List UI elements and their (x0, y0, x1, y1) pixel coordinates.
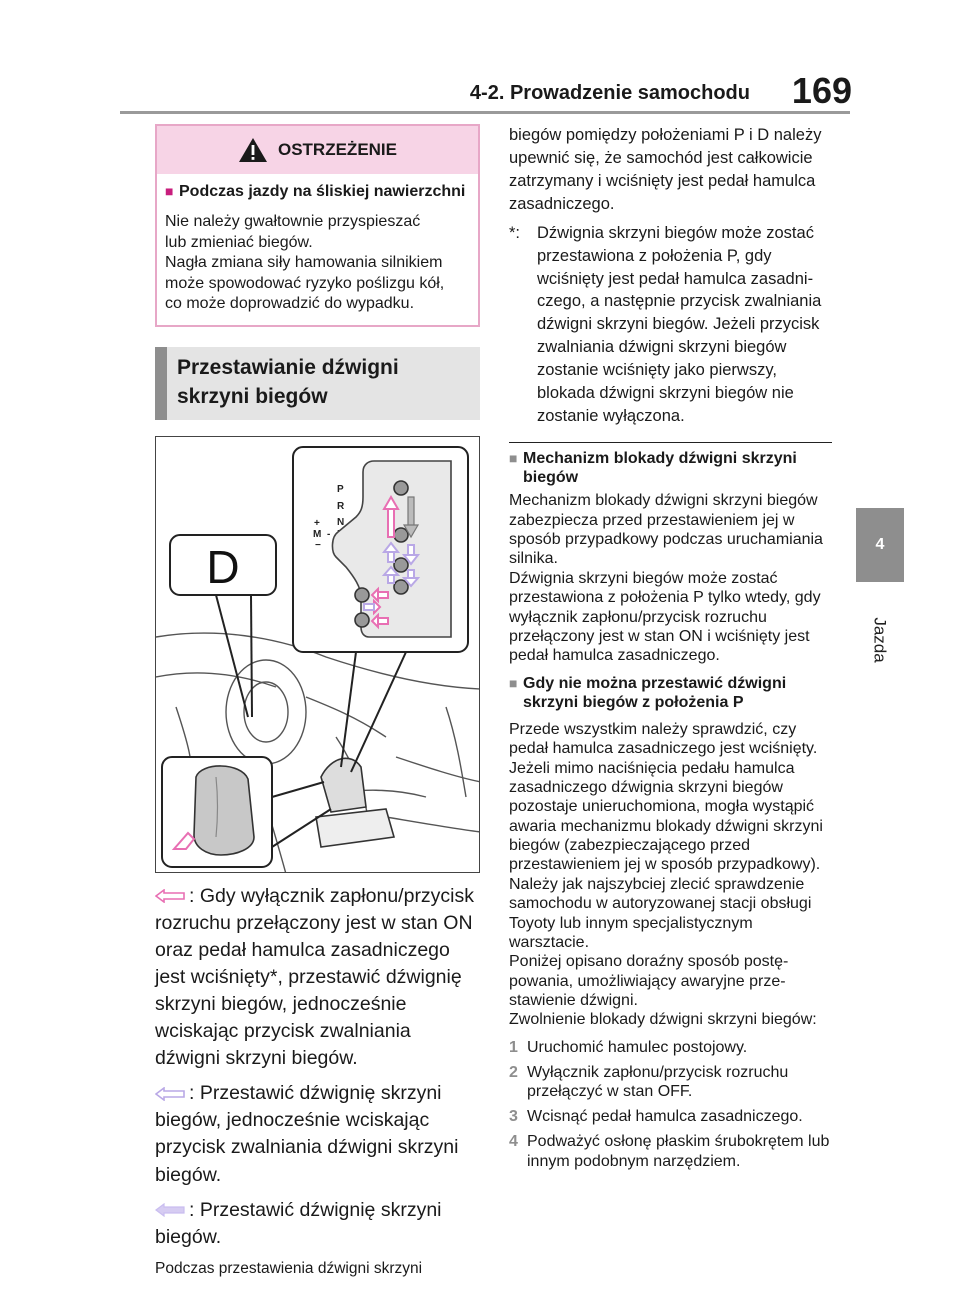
legend-item-2 (155, 1080, 480, 1188)
section-title-header: 4-2. Prowadzenie samochodu (469, 82, 750, 104)
step-number: 2 (509, 1063, 518, 1081)
cannot-shift-para-4: Poniżej opisano doraźny sposób postępowania, umożliwiający awaryjne przestawienie dźwigni. (509, 953, 789, 1009)
step-3 (509, 1107, 832, 1126)
step-text: Wcisnąć pedał hamulca zasadniczego. (527, 1108, 803, 1126)
step-number: 1 (509, 1038, 518, 1056)
svg-text:N: N (337, 516, 345, 528)
chapter-label (860, 610, 900, 670)
svg-text:R: R (337, 500, 345, 512)
svg-text:M: M (313, 528, 322, 540)
header-rule (120, 111, 850, 114)
lock-mechanism-para-1: Mechanizm blokady dźwigni skrzyni biegów zabezpiecza przed przestawieniem jej w sposób przypadkowy podczas uruchamiania silnika. (509, 492, 823, 568)
subheading-cannot-shift (509, 674, 832, 712)
cannot-shift-para-1: Przede wszystkim należy sprawdzić, czy pedał hamulca zasadniczego jest wciśnięty. (509, 720, 818, 758)
legend-item-3 (155, 1197, 480, 1251)
footnote (509, 222, 832, 428)
step-number: 3 (509, 1108, 518, 1126)
warning-body (157, 174, 478, 325)
page-header (0, 0, 960, 120)
bullet-square-icon: ■ (509, 674, 518, 691)
svg-text:P: P (337, 483, 344, 495)
warning-header (157, 126, 478, 174)
bullet-square-icon: ■ (509, 449, 518, 466)
legend-item-1 (155, 883, 480, 1073)
svg-text:+: + (314, 517, 320, 529)
shift-lever-figure (155, 436, 480, 873)
warning-line-3: Nagła zmiana siły hamowania silnikiem (165, 254, 443, 272)
section-divider (509, 442, 832, 443)
step-text: Uruchomić hamulec postojowy. (527, 1038, 748, 1056)
warning-subheading-text: Podczas jazdy na śliskiej nawierzchni (179, 183, 466, 200)
warning-line-4: może spowodować ryzyko poślizgu kół, (165, 274, 445, 292)
warning-line-2: lub zmieniać biegów. (165, 233, 313, 251)
lock-mechanism-para-2: Dźwignia skrzyni biegów może zostać przestawiona z położenia P tylko wtedy, gdy wyłącznik zapłonu/przycisk rozruchu przełączony jest w stan ON i wciśnięty jest pedał hamulca zasadniczego. (509, 569, 821, 665)
page-number: 169 (791, 70, 852, 111)
chapter-tab (856, 508, 904, 582)
subheading-lock-mechanism-text: Mechanizm blokady dźwigni skrzyni biegów (523, 449, 797, 487)
light-arrow-icon (155, 1203, 185, 1217)
legend-item-2-text: : Przestawić dźwignię skrzyni biegów, jednocześnie wciskając przycisk zwalniania dźwigni skrzyni biegów. (155, 1082, 459, 1186)
svg-text:-: - (327, 528, 331, 540)
warning-title: OSTRZEŻENIE (277, 140, 397, 159)
legend-note: Podczas przestawienia dźwigni skrzyni (155, 1259, 423, 1277)
left-column (155, 124, 480, 1287)
footnote-marker: *: (509, 223, 521, 242)
footnote-text: Dźwignia skrzyni biegów może zostać przestawiona z położenia P, gdy wciśnięty jest pedał hamulca zasadniczego, a następnie przycisk zwalniania dźwigni skrzyni biegów. Jeżeli przycisk zwalniania dźwigni skrzyni biegów zostanie wciśnięty jako pierwszy, blokada dźwigni skrzyni biegów nie zostanie wyłączona. (537, 223, 822, 426)
warning-line-5: co może doprowadzić do wypadku. (165, 295, 415, 313)
figure-legend (155, 883, 480, 1279)
step-4 (509, 1132, 832, 1170)
continuation-text: biegów pomiędzy położeniami P i D należy upewnić się, że samochód jest całkowicie zatrzymany i wciśnięty jest pedał hamulca zasadniczego. (509, 126, 822, 213)
cannot-shift-para-5: Zwolnienie blokady dźwigni skrzyni biegów: (509, 1011, 817, 1029)
cannot-shift-para-2: Jeżeli mimo naciśnięcia pedału hamulca zasadniczego dźwignia skrzyni biegów pozostaje unieruchomiona, mogła wystąpić awaria mechanizmu blokady dźwigni skrzyni biegów (zabezpieczającego przed przestawieniem jej w sposób przypadkowy). (509, 759, 823, 874)
pink-arrow-icon (155, 889, 185, 903)
step-text: Podważyć osłonę płaskim śrubokrętem lub innym podobnym narzędziem. (527, 1133, 830, 1170)
right-column (509, 124, 832, 1171)
shift-lever-illustration (156, 437, 480, 873)
legend-item-3-text: : Przestawić dźwignię skrzyni biegów. (155, 1198, 442, 1248)
chapter-label-text: Jazda (871, 617, 890, 663)
subheading-lock-mechanism (509, 449, 832, 487)
warning-subheading (165, 182, 470, 202)
chapter-number: 4 (875, 536, 885, 553)
gate-letter-d: D (206, 540, 240, 593)
step-2 (509, 1063, 832, 1101)
bullet-square-icon: ■ (165, 183, 174, 199)
legend-item-1-text: : Gdy wyłącznik zapłonu/przycisk rozruchu przełączony jest w stan ON oraz pedał hamulca zasadniczego jest wciśnięty*, przestawić dźwignię skrzyni biegów, jednocześnie wciskając przycisk zwalniania dźwigni skrzyni biegów. (155, 884, 475, 1070)
section-heading: Przestawianie dźwigni skrzyni biegów (155, 347, 480, 420)
warning-box (155, 124, 480, 327)
lilac-arrow-icon (155, 1087, 185, 1101)
svg-text:−: − (315, 539, 321, 551)
step-1 (509, 1038, 832, 1057)
step-number: 4 (509, 1133, 518, 1151)
step-text: Wyłącznik zapłonu/przycisk rozruchu przełączyć w stan OFF. (527, 1063, 789, 1101)
cannot-shift-para-3: Należy jak najszybciej zlecić sprawdzenie samochodu w autoryzowanej stacji obsługi Toyoty lub innym specjalistycznym warsztacie. (509, 875, 812, 951)
warning-triangle-icon (238, 137, 268, 163)
subheading-cannot-shift-text: Gdy nie można przestawić dźwigni skrzyni biegów z położenia P (523, 674, 787, 711)
warning-line-1: Nie należy gwałtownie przyspieszać (165, 213, 421, 231)
